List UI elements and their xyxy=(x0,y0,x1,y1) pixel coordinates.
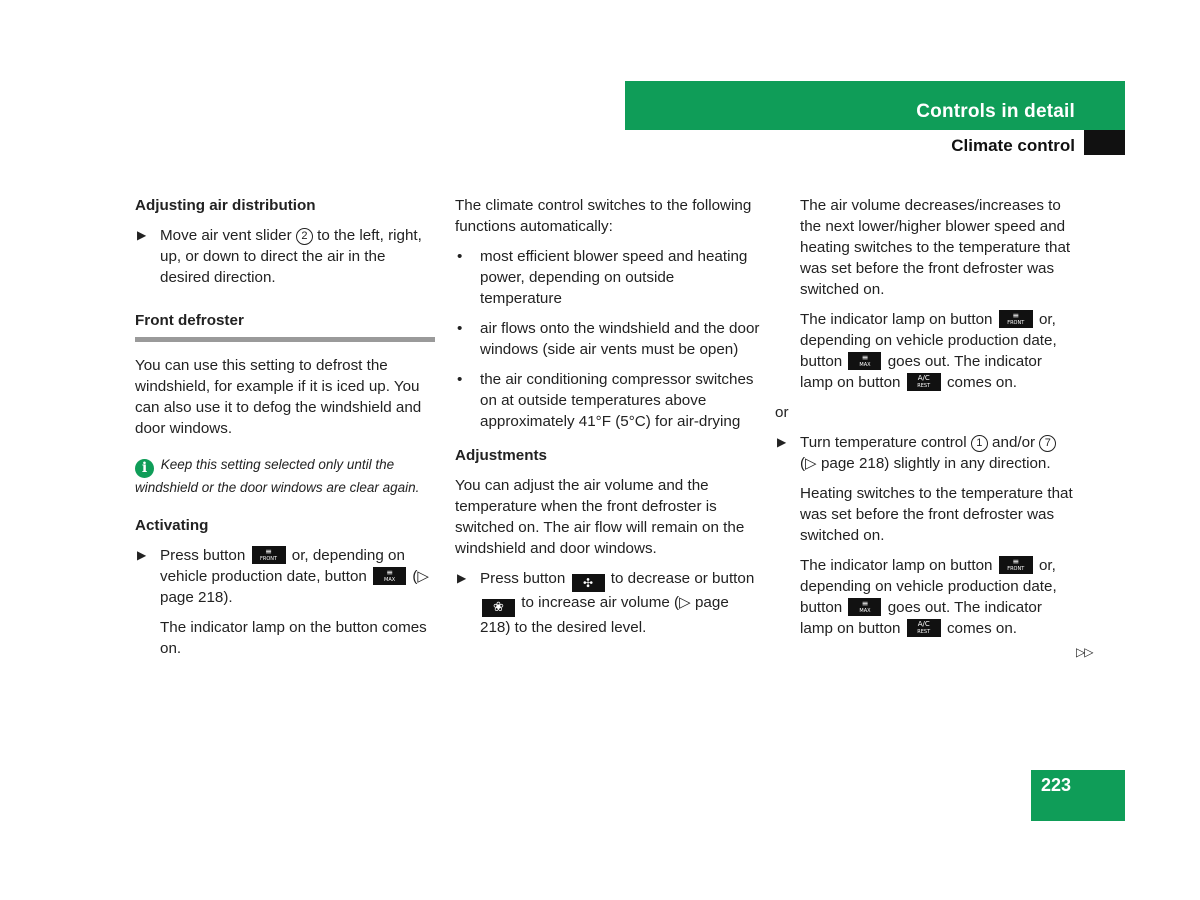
callout-number: 1 xyxy=(971,435,988,452)
step-marker-icon: ▶ xyxy=(137,228,147,242)
activate-result: The indicator lamp on the button comes on. xyxy=(160,619,427,657)
max-defrost-button-icon: ≡ MAX xyxy=(848,598,881,616)
column-2 xyxy=(455,195,760,647)
paragraph-indicator-lamp: The indicator lamp on button ≡ FRONT or, depending on vehicle production date, button ≡ MAX goes out. The indicator lamp on button A/C REST comes on. xyxy=(800,311,1057,391)
step-marker-icon: ▶ xyxy=(777,435,787,449)
fan-increase-button-icon: ❀ xyxy=(482,599,515,617)
front-defrost-button-icon: ≡ FRONT xyxy=(999,310,1033,328)
fan-decrease-button-icon: ✣ xyxy=(572,574,605,592)
bullet-icon: • xyxy=(457,371,463,388)
step-temperature: ▶ Turn temperature control 1 and/or 7 (▷ page 218) slightly in any direction. xyxy=(775,432,1075,474)
step-air-volume: ▶ Press button ✣ to decrease or button ❀ to increase air volume (▷ page 218) to the desired level. xyxy=(457,570,755,636)
front-defrost-button-icon: ≡ FRONT xyxy=(252,546,286,564)
paragraph-adjustments: You can adjust the air volume and the temperature when the front defroster is switched on. The air flow will remain on the windshield and door windows. xyxy=(455,477,745,557)
or-separator: or xyxy=(775,404,789,421)
header-tab-block xyxy=(1084,130,1125,155)
paragraph-defroster: You can use this setting to defrost the windshield, for example if it is iced up. You can also use it to defog the windshield and door windows. xyxy=(135,357,422,437)
list-item: • air flows onto the windshield and the door windows (side air vents must be open) xyxy=(457,320,760,358)
step-air-slider: ▶ Move air vent slider 2 to the left, right, up, or down to direct the air in the desired direction. xyxy=(137,227,422,286)
callout-number: 2 xyxy=(296,228,313,245)
ac-rest-button-icon: A/C REST xyxy=(907,373,941,391)
column-3 xyxy=(775,195,1075,648)
continue-arrows-icon: ▷▷ xyxy=(1076,645,1093,659)
heading-adjustments: Adjustments xyxy=(455,447,547,464)
paragraph-heating: Heating switches to the temperature that was set before the front defroster was switched on. xyxy=(800,485,1073,544)
step-marker-icon: ▶ xyxy=(457,571,467,585)
bullet-icon: • xyxy=(457,248,463,265)
list-item: • the air conditioning compressor switches on at outside temperatures above approximately 41°F (5°C) for air-drying xyxy=(457,371,754,430)
heading-front-defroster: Front defroster xyxy=(135,310,435,342)
paragraph-auto-functions: The climate control switches to the following functions automatically: xyxy=(455,197,752,235)
list-item: • most efficient blower speed and heating power, depending on outside temperature xyxy=(457,248,748,307)
step-activate: ▶ Press button ≡ FRONT or, depending on vehicle production date, button ≡ MAX (▷ page 218). xyxy=(137,547,430,606)
paragraph-indicator-lamp-2: The indicator lamp on button ≡ FRONT or, depending on vehicle production date, button ≡ MAX goes out. The indicator lamp on button A/C REST comes on. xyxy=(800,557,1057,637)
heading-air-distribution: Adjusting air distribution xyxy=(135,197,316,214)
step-marker-icon: ▶ xyxy=(137,548,147,562)
section-title: Controls in detail xyxy=(916,101,1075,122)
heading-activating: Activating xyxy=(135,517,209,534)
subsection-title: Climate control xyxy=(951,136,1075,155)
ac-rest-button-icon: A/C REST xyxy=(907,619,941,637)
bullet-icon: • xyxy=(457,320,463,337)
column-1 xyxy=(135,195,435,668)
paragraph-air-volume-result: The air volume decreases/increases to the next lower/higher blower speed and heating switches to the temperature that was set before the front defroster was switched on. xyxy=(800,197,1071,298)
max-defrost-button-icon: ≡ MAX xyxy=(373,567,406,585)
info-note: i Keep this setting selected only until the windshield or the door windows are clear again. xyxy=(135,457,420,495)
front-defrost-button-icon: ≡ FRONT xyxy=(999,556,1033,574)
page-number: 223 xyxy=(1040,775,1072,795)
info-icon: i xyxy=(135,459,154,478)
callout-number: 7 xyxy=(1039,435,1056,452)
max-defrost-button-icon: ≡ MAX xyxy=(848,352,881,370)
